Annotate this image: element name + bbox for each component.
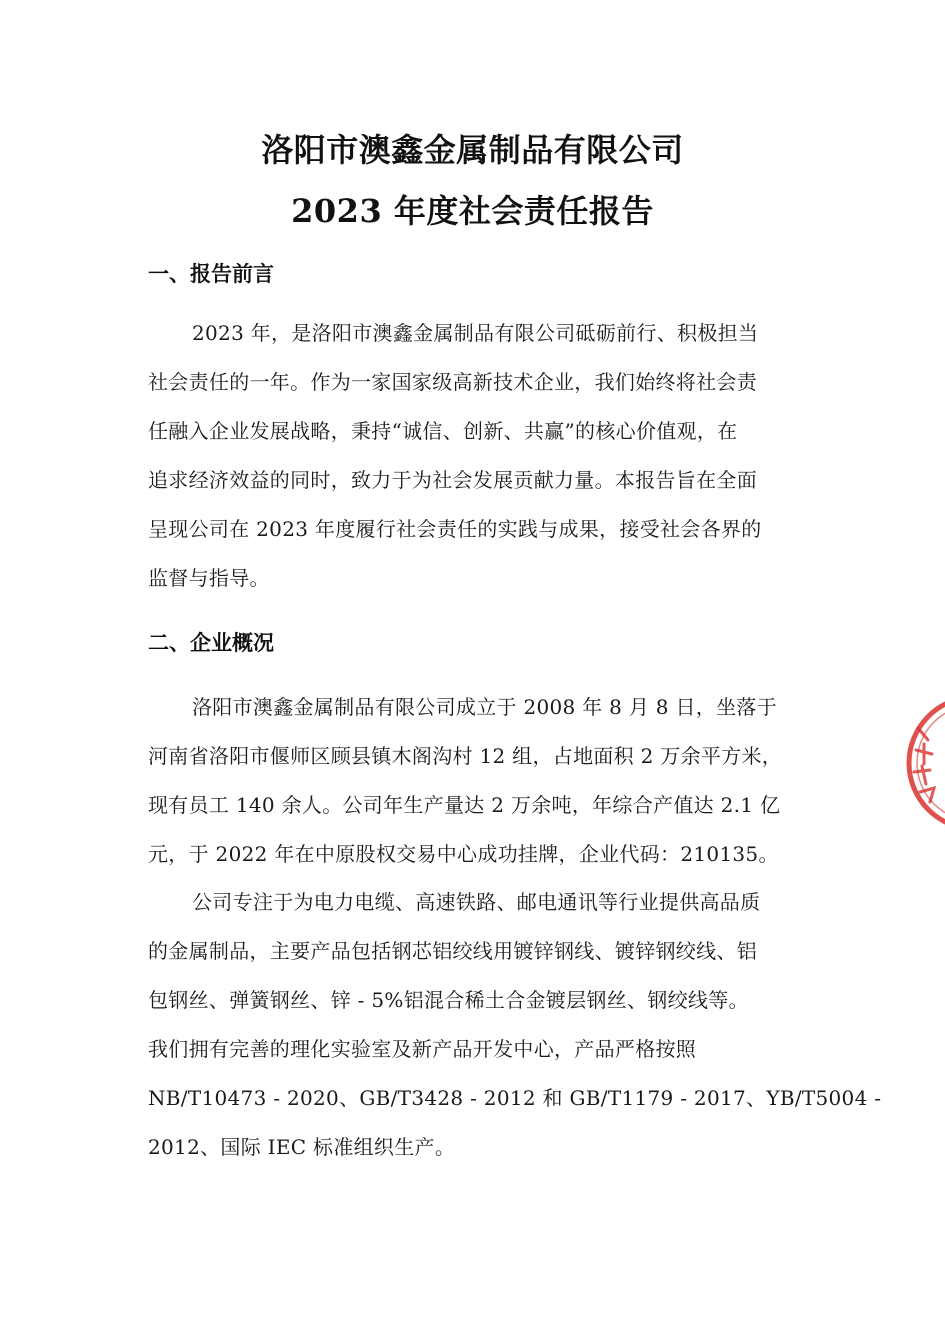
- section-heading-overview: 二、企业概况: [148, 630, 274, 655]
- text-line: 现有员工 140 余人。公司年生产量达 2 万余吨，年综合产值达 2.1 亿: [148, 793, 781, 817]
- report-title-year: 2023 年度社会责任报告: [291, 192, 654, 230]
- preface-paragraph: [148, 309, 808, 603]
- text-line: 洛阳市澳鑫金属制品有限公司成立于 2008 年 8 月 8 日，坐落于: [192, 695, 777, 719]
- text-line: 2023 年，是洛阳市澳鑫金属制品有限公司砥砺前行、积极担当: [192, 321, 759, 345]
- report-title-company: 洛阳市澳鑫金属制品有限公司: [261, 131, 684, 169]
- text-line: 河南省洛阳市偃师区顾县镇木阁沟村 12 组，占地面积 2 万余平方米，: [148, 744, 783, 768]
- text-line: 的金属制品，主要产品包括钢芯铝绞线用镀锌钢线、镀锌钢绞线、铝: [148, 939, 757, 963]
- company-seal-stamp: [900, 688, 945, 838]
- text-line: 追求经济效益的同时，致力于为社会发展贡献力量。本报告旨在全面: [148, 468, 757, 492]
- overview-paragraph-2: [148, 878, 882, 1172]
- text-line: 社会责任的一年。作为一家国家级高新技术企业，我们始终将社会责: [148, 370, 757, 394]
- section-heading-preface: 一、报告前言: [148, 261, 274, 286]
- text-line: 呈现公司在 2023 年度履行社会责任的实践与成果，接受社会各界的: [148, 517, 762, 541]
- text-line: NB/T10473 - 2020、GB/T3428 - 2012 和 GB/T1179 - 2017、YB/T5004 -: [148, 1086, 882, 1110]
- overview-paragraph-1: [148, 683, 808, 879]
- text-line: 监督与指导。: [148, 566, 270, 590]
- text-line: 公司专注于为电力电缆、高速铁路、邮电通讯等行业提供高品质: [192, 890, 761, 914]
- text-line: 任融入企业发展战略，秉持“诚信、创新、共赢”的核心价值观，在: [148, 419, 738, 443]
- text-line: 我们拥有完善的理化实验室及新产品开发中心，产品严格按照: [148, 1037, 697, 1061]
- text-line: 包钢丝、弹簧钢丝、锌 - 5%铝混合稀土合金镀层钢丝、钢绞线等。: [148, 988, 749, 1012]
- text-line: 2012、国际 IEC 标准组织生产。: [148, 1135, 456, 1159]
- text-line: 元，于 2022 年在中原股权交易中心成功挂牌，企业代码：210135。: [148, 842, 779, 866]
